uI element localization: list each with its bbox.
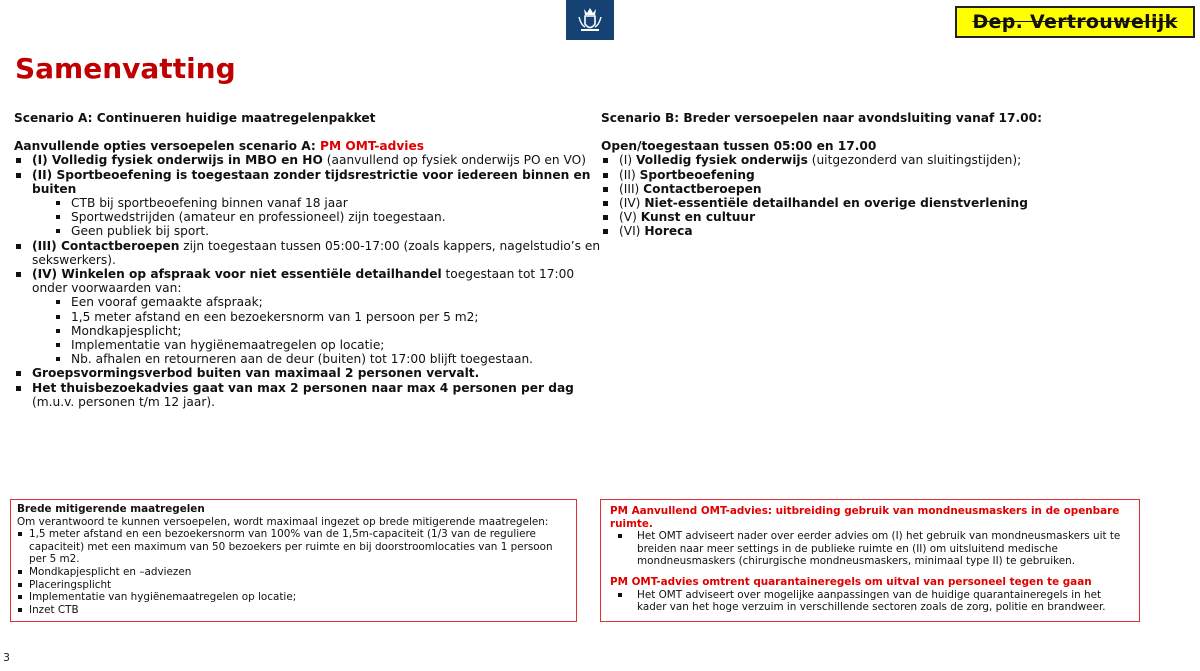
sub-list-item: Een vooraf gemaakte afspraak;: [14, 295, 604, 309]
scenario-b-column: [601, 111, 1191, 239]
list-item: (II) Sportbeoefening: [601, 168, 1191, 182]
sub-list-item: CTB bij sportbeoefening binnen vanaf 18 jaar: [14, 196, 604, 210]
confidential-badge: Dep. Vertrouwelijk: [955, 6, 1195, 38]
mitigating-measures-heading: Brede mitigerende maatregelen: [17, 503, 205, 515]
list-item: (I) Volledig fysiek onderwijs in MBO en HO (aanvullend op fysiek onderwijs PO en VO): [14, 153, 604, 167]
list-item: Het thuisbezoekadvies gaat van max 2 personen naar max 4 personen per dag (m.u.v. personen t/m 12 jaar).: [14, 381, 604, 409]
sub-list-item: Geen publiek bij sport.: [14, 224, 604, 238]
page-number: 3: [3, 651, 10, 664]
list-item: (IV) Winkelen op afspraak voor niet essentiële detailhandel toegestaan tot 17:00 onder voorwaarden van:: [14, 267, 604, 295]
list-item: Placeringsplicht: [17, 579, 570, 592]
sub-list-item: Sportwedstrijden (amateur en professioneel) zijn toegestaan.: [14, 210, 604, 224]
list-item: 1,5 meter afstand en een bezoekersnorm van 100% van de 1,5m-capaciteit (1/3 van de reguliere capaciteit) met een maximum van 50 bezoekers per ruimte en bij doorstroomlocaties van 1 persoon per 5 m2.: [17, 528, 570, 566]
scenario-a-column: [14, 111, 604, 409]
scenario-b-heading: Scenario B: Breder versoepelen naar avondsluiting vanaf 17.00:: [601, 111, 1042, 125]
list-item: (VI) Horeca: [601, 224, 1191, 238]
list-item: (V) Kunst en cultuur: [601, 210, 1191, 224]
sub-list-item: Mondkapjesplicht;: [14, 324, 604, 338]
omt-advice-list-masks: [610, 530, 1133, 568]
list-item: Het OMT adviseert over mogelijke aanpassingen van de huidige quarantaineregels in het kader van het hoge verzuim in verschillende sectoren zoals de zorg, politie en brandweer.: [610, 589, 1133, 614]
mitigating-measures-box: [10, 499, 577, 622]
list-item: (III) Contactberoepen zijn toegestaan tussen 05:00-17:00 (zoals kappers, nagelstudio’s en sekswerkers).: [14, 239, 604, 267]
scenario-a-heading: Scenario A: Continueren huidige maatregelenpakket: [14, 111, 376, 125]
sub-list-item: Nb. afhalen en retourneren aan de deur (buiten) tot 17:00 blijft toegestaan.: [14, 352, 604, 366]
list-item: (IV) Niet-essentiële detailhandel en overige dienstverlening: [601, 196, 1191, 210]
scenario-a-options-intro: Aanvullende opties versoepelen scenario A: PM OMT-advies: [14, 139, 425, 154]
government-logo: [566, 0, 614, 40]
mitigating-measures-intro: Om verantwoord te kunnen versoepelen, wordt maximaal ingezet op brede mitigerende maatregelen:: [17, 515, 549, 528]
list-item: Inzet CTB: [17, 604, 570, 617]
page-title: Samenvatting: [15, 52, 236, 85]
list-item: (III) Contactberoepen: [601, 182, 1191, 196]
mitigating-measures-list: [17, 528, 570, 616]
sub-list-item: Implementatie van hygiënemaatregelen op locatie;: [14, 338, 604, 352]
omt-advice-heading-masks: PM Aanvullend OMT-advies: uitbreiding gebruik van mondneusmaskers in de openbare ruimte.: [610, 505, 1120, 530]
list-item: Groepsvormingsverbod buiten van maximaal 2 personen vervalt.: [14, 366, 604, 380]
scenario-b-list: [601, 153, 1191, 238]
crest-icon: [575, 5, 605, 35]
scenario-a-list: [14, 153, 604, 409]
list-item: Mondkapjesplicht en –adviezen: [17, 566, 570, 579]
omt-advice-box: [600, 499, 1140, 622]
pm-omt-advice-label: PM OMT-advies: [320, 139, 425, 154]
list-item: (II) Sportbeoefening is toegestaan zonder tijdsrestrictie voor iedereen binnen en buiten: [14, 168, 604, 196]
sub-list-item: 1,5 meter afstand en een bezoekersnorm van 1 persoon per 5 m2;: [14, 310, 604, 324]
list-item: Het OMT adviseert nader over eerder advies om (I) het gebruik van mondneusmaskers uit te breiden naar meer settings in de publieke ruimte en (II) om uitsluitend medische mondneusmaskers (chirurgische mondneusmaskers, minimaal type II) te gebruiken.: [610, 530, 1133, 568]
omt-advice-list-quarantine: [610, 589, 1133, 614]
list-item: Implementatie van hygiënemaatregelen op locatie;: [17, 591, 570, 604]
scenario-b-open-heading: Open/toegestaan tussen 05:00 en 17.00: [601, 139, 877, 154]
list-item: (I) Volledig fysiek onderwijs (uitgezonderd van sluitingstijden);: [601, 153, 1191, 167]
omt-advice-heading-quarantine: PM OMT-advies omtrent quarantaineregels om uitval van personeel tegen te gaan: [610, 575, 1092, 588]
